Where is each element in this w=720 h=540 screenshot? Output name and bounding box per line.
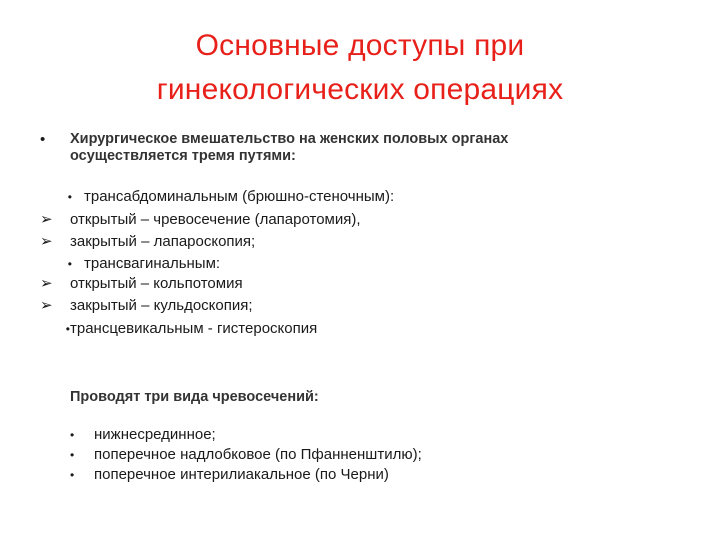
arrow-marker-icon: ➢ [40,210,53,228]
list-item [40,209,680,232]
approaches-list [40,186,680,340]
list-item [40,231,680,254]
list-item-text: закрытый – кульдоскопия; [70,297,253,314]
arrow-marker-icon: ➢ [40,274,53,292]
list-item [40,318,680,341]
intro-text-line-1: Хирургическое вмешательство на женских половых органах [70,131,509,147]
list-item-text: трансцевикальным - гистероскопия [70,319,318,337]
list-item-text: закрытый – лапароскопия; [70,233,256,250]
list-item [70,445,422,465]
slide-title-line-1: Основные доступы при [195,29,525,62]
list-item-text: открытый – кольпотомия [70,274,243,292]
arrow-marker-icon: ➢ [40,233,53,250]
bullet-marker: • [70,468,75,482]
list-item-text: трансабдоминальным (брюшно-стеночным): [84,188,395,205]
bullet-marker: • [67,190,72,204]
bullet-marker: • [67,256,72,271]
list-item [40,254,680,273]
list-item [70,425,422,445]
arrow-marker-icon: ➢ [40,297,53,314]
intro-text-line-2: осуществляется тремя путями: [70,148,296,164]
list-item-text: поперечное интерилиакальное (по Черни) [94,466,389,483]
list-item-text: нижнесрединное; [94,426,216,443]
bullet-marker: • [70,428,75,442]
intro-bullet: • [40,131,46,148]
incisions-heading: Проводят три вида чревосечений: [70,389,319,405]
incisions-list [70,425,422,485]
intro-paragraph [40,131,680,165]
list-item-text: трансвагинальным: [84,254,221,272]
list-item [40,186,680,209]
bullet-marker: • [65,321,70,336]
list-item [40,273,680,296]
slide-title-line-2: гинекологических операциях [156,73,564,106]
list-item-text: поперечное надлобковое (по Пфанненштилю); [94,446,422,463]
intro-text [70,131,680,165]
slide-title [0,24,720,112]
list-item [40,295,680,318]
list-item [70,465,422,485]
bullet-marker: • [70,448,75,462]
list-item-text: открытый – чревосечение (лапаротомия), [70,210,361,228]
